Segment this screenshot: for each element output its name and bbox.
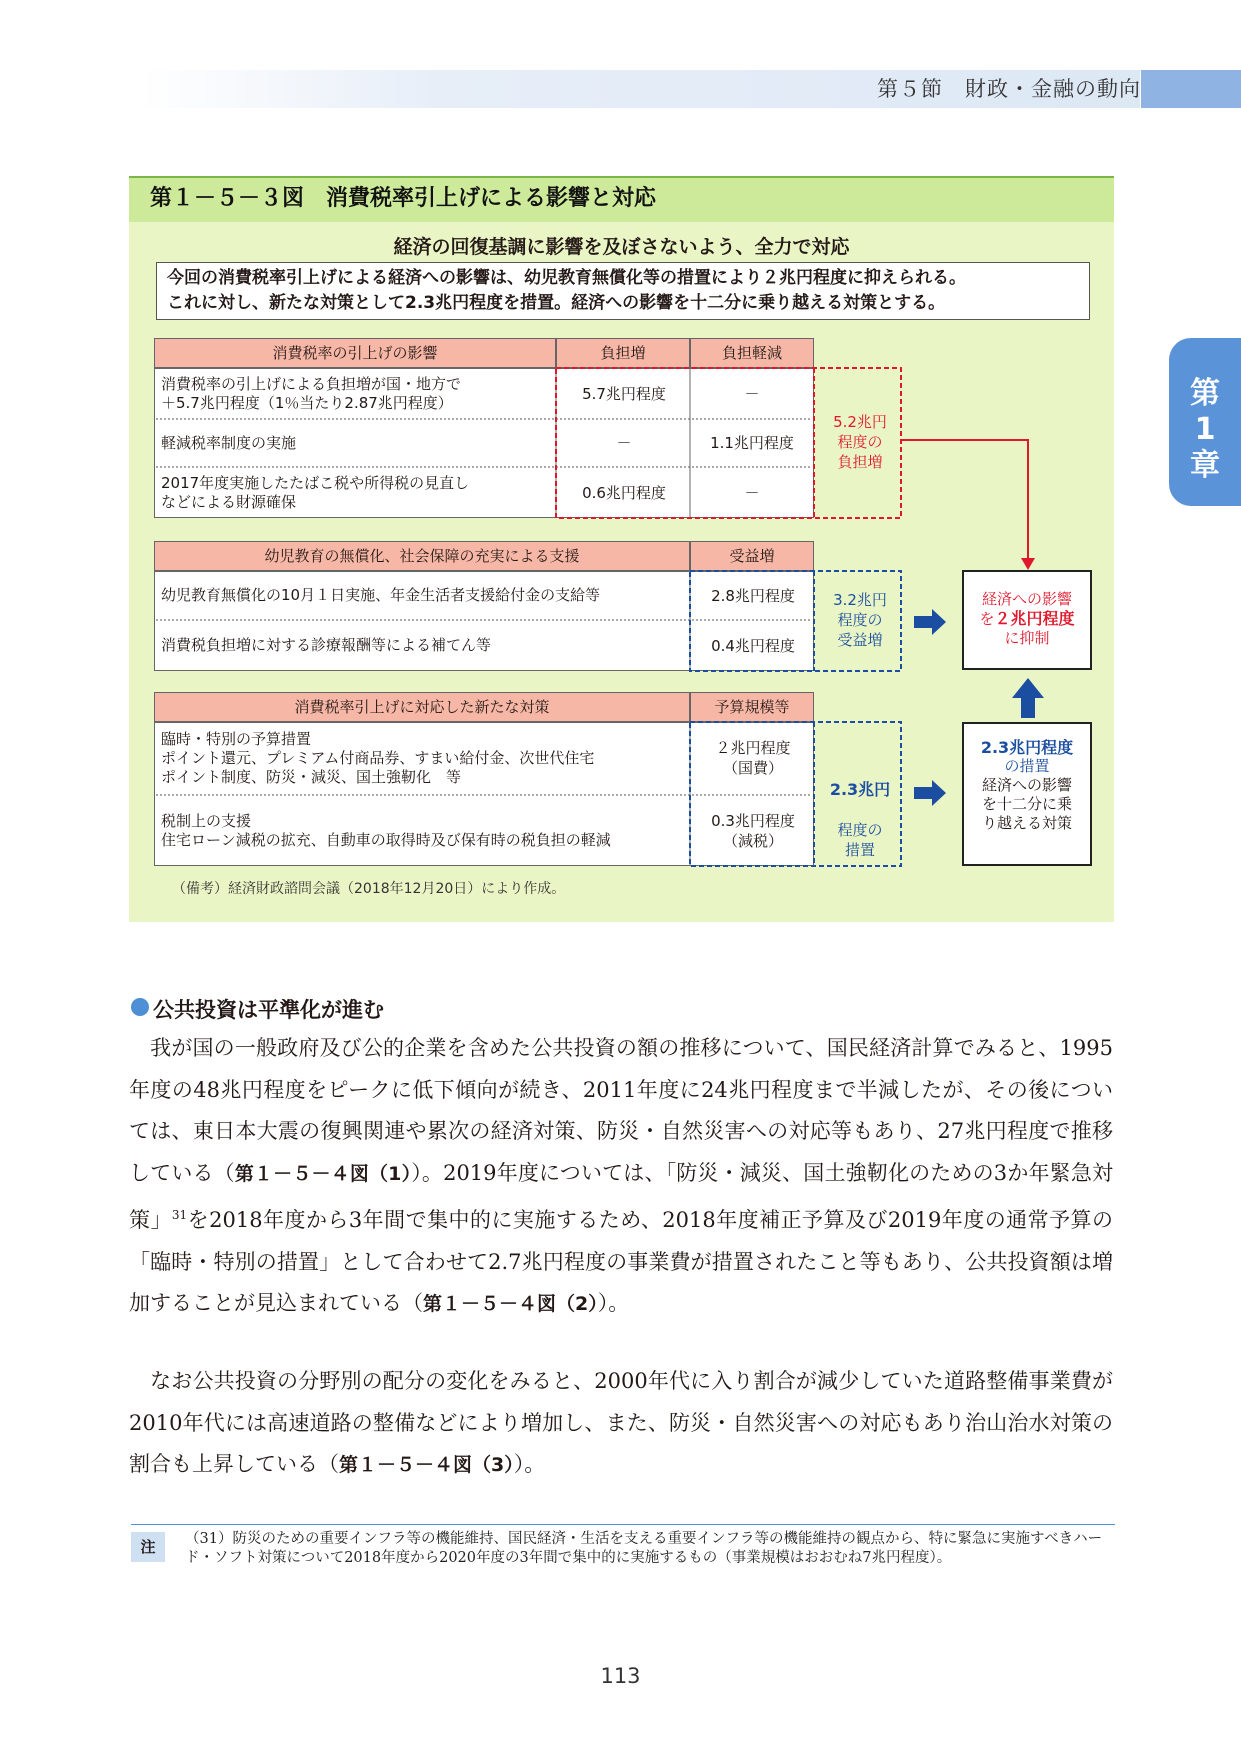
arrow-right-icon bbox=[914, 609, 946, 635]
table2-row1-label: 幼児教育無償化の10月１日実施、年金生活者支援給付金の支給等 bbox=[155, 572, 685, 619]
table1-header-increase: 負担増 bbox=[556, 338, 690, 368]
section-heading: 公共投資は平準化が進む bbox=[153, 998, 384, 1022]
p2-text-a: なお公共投資の分野別の配分の変化をみると、2000年代に入り割合が減少していた道路整備事業費が2010年代には高速道路の整備などにより増加し、また、防災・自然災害への対応もあり治山治水対策の割合も上昇している（ bbox=[129, 1369, 1113, 1476]
table1-header-item: 消費税率の引上げの影響 bbox=[154, 338, 556, 368]
result-line-1: 経済への影響 bbox=[981, 590, 1072, 608]
bullet-icon bbox=[131, 998, 149, 1016]
table1-row2-decrease: 1.1兆円程度 bbox=[691, 420, 813, 466]
p1-figure-ref-1[interactable]: 第１－５－４図（1） bbox=[234, 1162, 412, 1185]
table3-row1-label: 臨時・特別の予算措置 ポイント還元、プレミアム付商品券、すまい給付金、次世代住宅 ポイント制度、防災・減災、国土強靭化 等 bbox=[155, 723, 685, 793]
section-header-title: 第５節 財政・金融の動向 bbox=[877, 77, 1141, 101]
table1-summary: 5.2兆円 程度の 負担増 bbox=[833, 413, 887, 471]
table1-row1-label: 消費税率の引上げによる負担増が国・地方で ＋5.7兆円程度（1％当たり2.87兆円程度） bbox=[155, 369, 555, 418]
table2-header-value: 受益増 bbox=[690, 541, 814, 571]
result-box bbox=[962, 570, 1092, 670]
table1-row2-increase: － bbox=[560, 420, 688, 466]
red-arrow-head bbox=[1021, 558, 1035, 570]
measure-box bbox=[962, 722, 1092, 866]
result-line-3: に抑制 bbox=[1004, 629, 1050, 647]
measure-line-1: 2.3兆円程度 bbox=[980, 738, 1074, 757]
chapter-tab-label: 第 1 章 bbox=[1190, 376, 1220, 483]
table1-row3-decrease: － bbox=[691, 468, 813, 517]
p2-text-b: ）。 bbox=[513, 1452, 546, 1476]
footnote-badge: 注 bbox=[131, 1532, 165, 1562]
p1-text-b: ）。2019年度については、「防災・減災、国土強靭化のための3か年緊急対策」 bbox=[129, 1160, 1113, 1232]
blue-dashed-frame-2 bbox=[690, 571, 901, 671]
blue-dashed-frame-3 bbox=[690, 722, 901, 866]
table3-row2-label: 税制上の支援 住宅ローン減税の拡充、自動車の取得時及び保有時の税負担の軽減 bbox=[155, 797, 685, 865]
p2-figure-ref[interactable]: 第１－５－４図（3） bbox=[339, 1454, 514, 1476]
table1-row3-increase: 0.6兆円程度 bbox=[560, 468, 688, 517]
table3-summary-rest: 程度の 措置 bbox=[837, 821, 883, 859]
arrow-right-icon bbox=[914, 780, 946, 806]
p1-text-c: を2018年度から3年間で集中的に実施するため、2018年度補正予算及び2019年度の通常予算の「臨時・特別の措置」として合わせて2.7兆円程度の事業費が措置されたこと等もあり、公共投資額は増加することが見込まれている（ bbox=[129, 1208, 1113, 1315]
red-dashed-frame bbox=[556, 368, 901, 518]
result-line-2 bbox=[964, 609, 1090, 629]
p1-footnote-ref[interactable]: 31 bbox=[171, 1208, 188, 1222]
figure-title: 第１－５－３図 消費税率引上げによる影響と対応 bbox=[150, 186, 657, 211]
lead-line-2: これに対し、新たな対策として2.3兆円程度を措置。経済への影響を十二分に乗り越える対策とする。 bbox=[167, 293, 946, 313]
page-number: 113 bbox=[600, 1664, 641, 1688]
table1-row1-increase: 5.7兆円程度 bbox=[560, 369, 688, 418]
table3-row2-value: 0.3兆円程度 （減税） bbox=[694, 797, 812, 865]
measure-line-2: の措置 bbox=[1004, 757, 1050, 775]
table2-header-item: 幼児教育の無償化、社会保障の充実による支援 bbox=[154, 541, 690, 571]
result-line-2-amount: ２兆円程度 bbox=[994, 609, 1075, 628]
table1-row3-label: 2017年度実施したたばこ税や所得税の見直し などによる財源確保 bbox=[155, 468, 555, 517]
paragraph-1 bbox=[129, 1028, 1113, 1326]
table2-row2-label: 消費税負担増に対する診療報酬等による補てん等 bbox=[155, 622, 685, 669]
p1-text-d: ）。 bbox=[597, 1291, 630, 1315]
red-connector-line bbox=[901, 440, 1028, 560]
p1-text-a: 我が国の一般政府及び公的企業を含めた公共投資の額の推移について、国民経済計算でみると、1995年度の48兆円程度をピークに低下傾向が続き、2011年度に24兆円程度まで半減したが、その後については、東日本大震の復興関連や累次の経済対策、防災・自然災害への対応等もあり、27兆円程度で推移している（ bbox=[129, 1036, 1113, 1185]
table3-summary-amount: 2.3兆円 bbox=[829, 780, 891, 799]
footnote-text: （31）防災のための重要インフラ等の機能維持、国民経済・生活を支える重要インフラ等の機能維持の観点から、特に緊急に実施すべきハード・ソフト対策について2018年度から2020年度の3年間で集中的に実施するもの（事業規模はおおむね7兆円程度）。 bbox=[185, 1531, 1103, 1566]
table3-header-value: 予算規模等 bbox=[690, 692, 814, 722]
figure-subtitle: 経済の回復基調に影響を及ぼさないよう、全力で対応 bbox=[393, 236, 850, 258]
table1-header-decrease: 負担軽減 bbox=[690, 338, 814, 368]
footnote-rule bbox=[131, 1524, 1115, 1525]
lead-line-1: 今回の消費税率引上げによる経済への影響は、幼児教育無償化等の措置により２兆円程度に抑えられる。 bbox=[167, 268, 966, 288]
result-line-2-prefix: を bbox=[979, 610, 995, 628]
table2-row2-value: 0.4兆円程度 bbox=[694, 622, 812, 669]
p1-figure-ref-2[interactable]: 第１－５－４図（2） bbox=[423, 1293, 598, 1315]
paragraph-2 bbox=[129, 1361, 1113, 1487]
arrow-up-icon bbox=[1012, 678, 1044, 718]
table2-summary: 3.2兆円 程度の 受益増 bbox=[833, 591, 887, 649]
table3-header-item: 消費税率引上げに対応した新たな対策 bbox=[154, 692, 690, 722]
table2-row1-value: 2.8兆円程度 bbox=[694, 572, 812, 619]
table1-row2-label: 軽減税率制度の実施 bbox=[155, 420, 555, 466]
table1-row1-decrease: － bbox=[691, 369, 813, 418]
figure-note: （備考）経済財政諮問会議（2018年12月20日）により作成。 bbox=[172, 881, 566, 897]
measure-line-3: 経済への影響 を十二分に乗 り越える対策 bbox=[981, 776, 1072, 832]
table3-row1-value: ２兆円程度 （国費） bbox=[694, 723, 812, 793]
